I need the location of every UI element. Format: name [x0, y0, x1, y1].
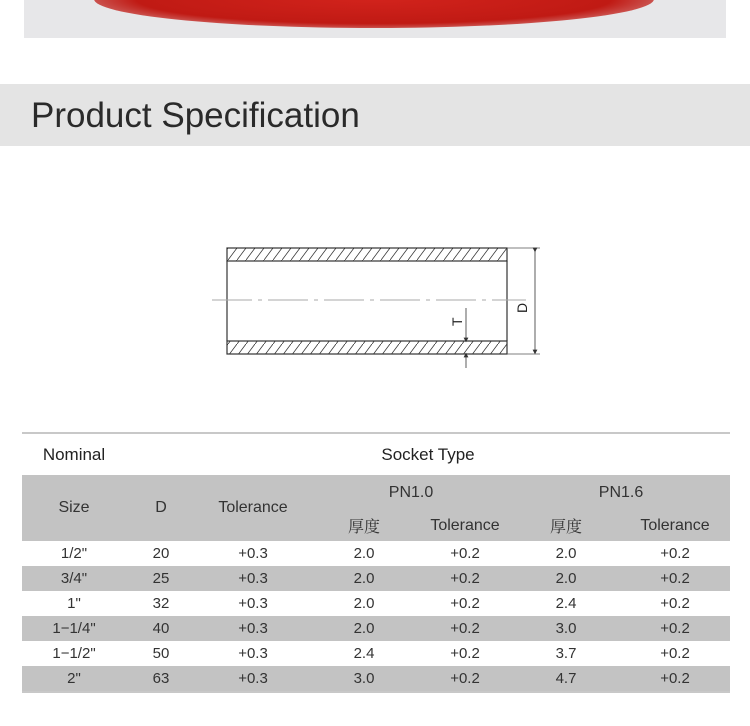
red-socket-image — [94, 0, 654, 28]
table-row — [22, 641, 730, 666]
table-row — [22, 541, 730, 566]
pn2-thickness-cell: 3.7 — [555, 645, 577, 662]
pn1-thickness-cell: 2.0 — [310, 616, 418, 641]
size-cell: 1/2" — [60, 545, 88, 562]
table-row — [22, 591, 730, 616]
pn2-thickness-header: 厚度 — [512, 510, 620, 541]
pn2-tolerance-cell: +0.2 — [660, 595, 690, 612]
tolerance-header: Tolerance — [196, 475, 310, 541]
d-cell: 25 — [126, 566, 196, 591]
d-cell: 63 — [126, 666, 196, 692]
pn2-tolerance-header: Tolerance — [620, 510, 730, 541]
d-header: D — [126, 475, 196, 541]
product-photo-strip — [24, 0, 726, 38]
size-cell: 1" — [67, 595, 81, 612]
pn2-tolerance-cell: +0.2 — [660, 645, 690, 662]
socket-cross-section-diagram — [210, 236, 550, 372]
tolerance-cell: +0.3 — [238, 645, 268, 662]
pn1-header: PN1.0 — [310, 475, 512, 510]
specification-table — [22, 432, 730, 693]
tolerance-cell: +0.3 — [196, 666, 310, 692]
pn2-thickness-cell: 2.0 — [512, 566, 620, 591]
pn2-thickness-cell: 2.4 — [555, 595, 577, 612]
section-header — [0, 84, 750, 146]
pn1-thickness-cell: 2.0 — [310, 566, 418, 591]
pn2-header: PN1.6 — [512, 475, 730, 510]
pn1-tolerance-cell: +0.2 — [418, 616, 512, 641]
pn1-thickness-cell: 2.4 — [353, 645, 375, 662]
pn1-thickness-header: 厚度 — [310, 510, 418, 541]
d-cell: 20 — [152, 545, 170, 562]
header-row — [22, 475, 730, 510]
label-t: T — [449, 317, 465, 326]
pn1-tolerance-cell: +0.2 — [450, 595, 480, 612]
d-cell: 32 — [152, 595, 170, 612]
label-d: D — [514, 302, 530, 313]
size-header: Size — [22, 475, 126, 541]
pn2-thickness-cell: 4.7 — [512, 666, 620, 692]
table-title-row — [22, 433, 730, 475]
pn1-thickness-cell: 2.0 — [353, 545, 375, 562]
pn1-tolerance-header: Tolerance — [418, 510, 512, 541]
socket-type-header: Socket Type — [126, 433, 730, 475]
size-cell: 2" — [22, 666, 126, 692]
table-row — [22, 616, 730, 641]
tolerance-cell: +0.3 — [238, 595, 268, 612]
size-cell: 1−1/2" — [52, 645, 96, 662]
dimension-t — [449, 308, 466, 368]
pn1-thickness-cell: 3.0 — [310, 666, 418, 692]
pn1-tolerance-cell: +0.2 — [418, 566, 512, 591]
size-cell: 3/4" — [22, 566, 126, 591]
pipe-outline — [227, 248, 507, 354]
nominal-header: Nominal — [22, 433, 126, 475]
pn2-tolerance-cell: +0.2 — [620, 616, 730, 641]
pn2-tolerance-cell: +0.2 — [660, 545, 690, 562]
pn2-thickness-cell: 2.0 — [555, 545, 577, 562]
dimension-d — [507, 248, 540, 354]
section-title: Product Specification — [31, 96, 360, 135]
pn1-thickness-cell: 2.0 — [353, 595, 375, 612]
d-cell: 40 — [126, 616, 196, 641]
pn2-thickness-cell: 3.0 — [512, 616, 620, 641]
d-cell: 50 — [152, 645, 170, 662]
size-cell: 1−1/4" — [22, 616, 126, 641]
table-row — [22, 666, 730, 692]
pn1-tolerance-cell: +0.2 — [450, 545, 480, 562]
table-row — [22, 566, 730, 591]
tolerance-cell: +0.3 — [196, 616, 310, 641]
pn2-tolerance-cell: +0.2 — [620, 566, 730, 591]
pn1-tolerance-cell: +0.2 — [418, 666, 512, 692]
pn2-tolerance-cell: +0.2 — [620, 666, 730, 692]
tolerance-cell: +0.3 — [238, 545, 268, 562]
tolerance-cell: +0.3 — [196, 566, 310, 591]
pn1-tolerance-cell: +0.2 — [450, 645, 480, 662]
